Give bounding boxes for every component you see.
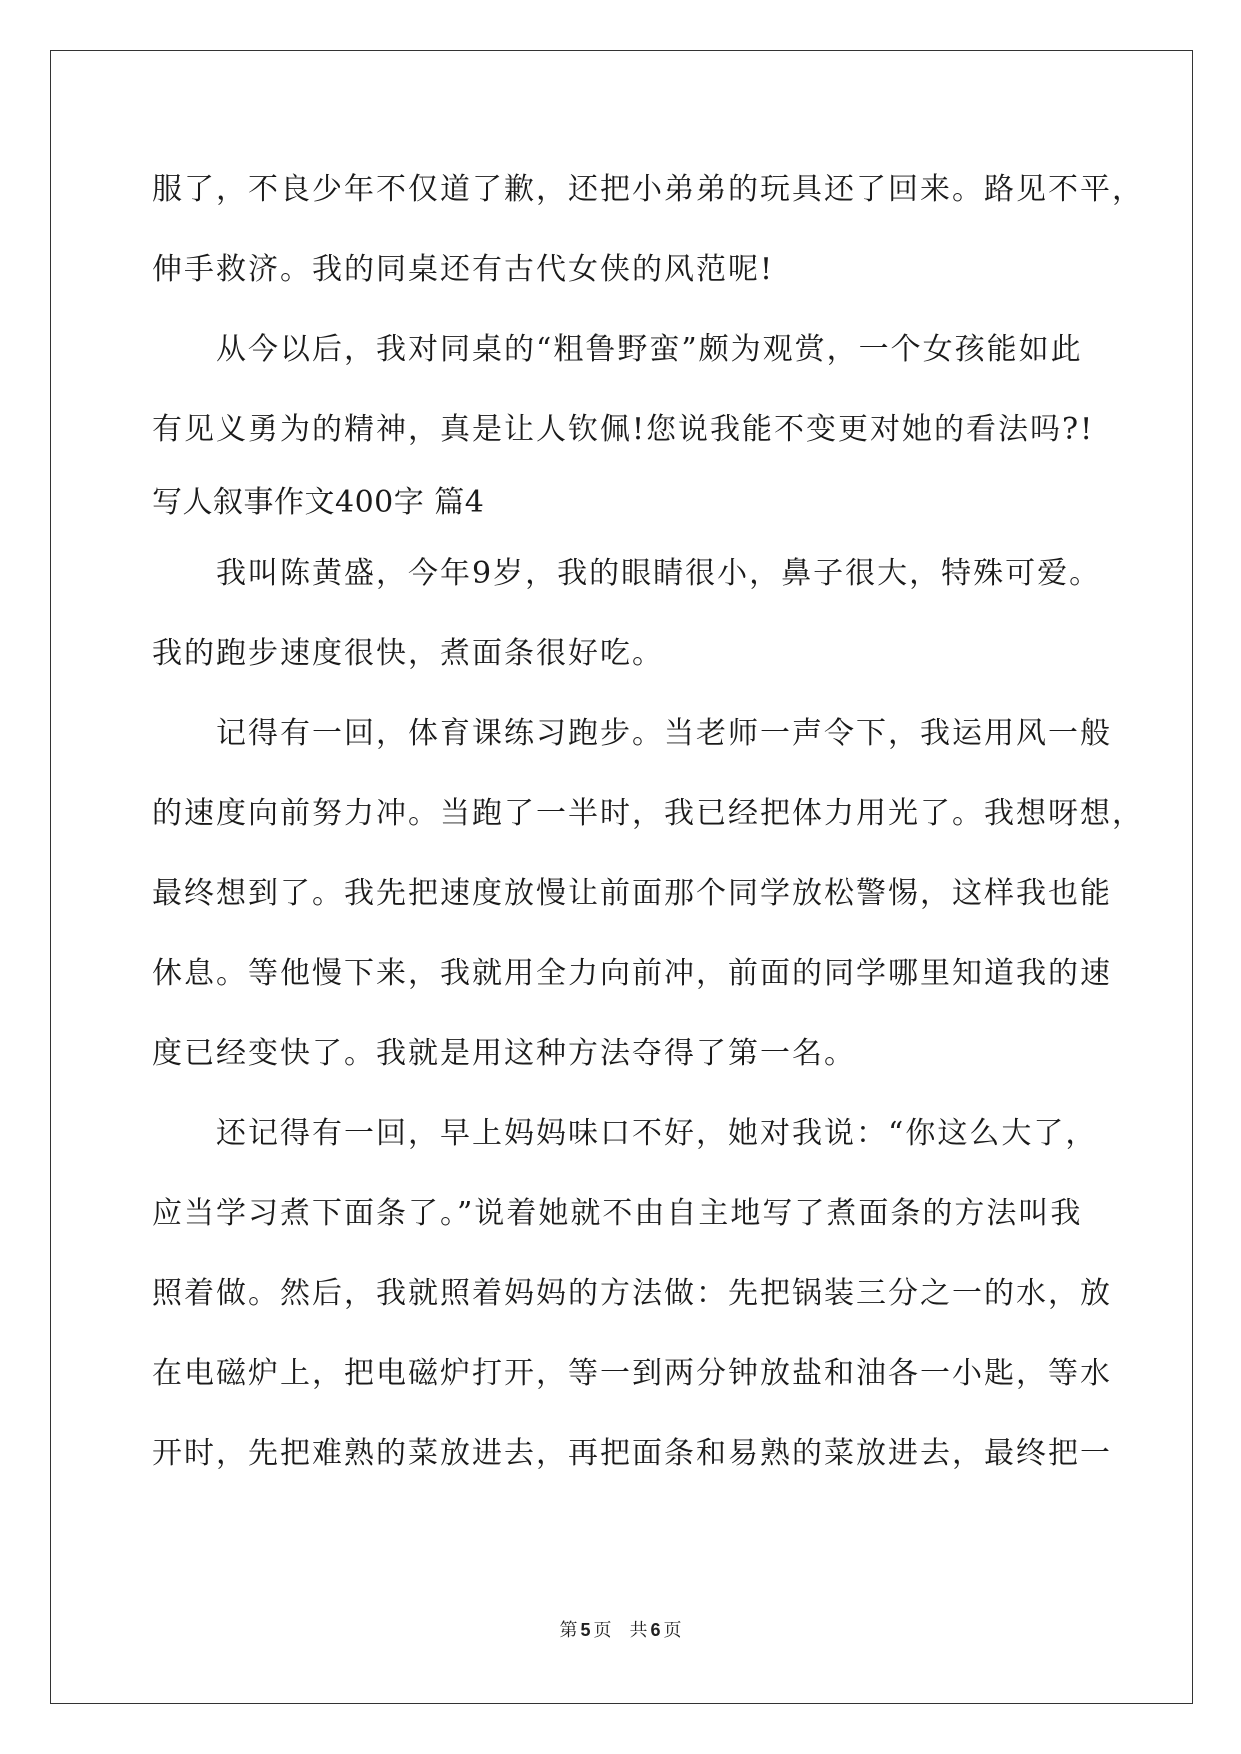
text-line: 服了，不良少年不仅道了歉，还把小弟弟的玩具还了回来。路见不平， bbox=[152, 172, 1144, 207]
text-line: 在电磁炉上，把电磁炉打开，等一到两分钟放盐和油各一小匙，等水 bbox=[152, 1356, 1112, 1391]
text-line: 有见义勇为的精神，真是让人钦佩!您说我能不变更对她的看法吗?! bbox=[152, 412, 1095, 447]
section-heading: 写人叙事作文400字 篇4 bbox=[152, 485, 485, 520]
total-page-number: 6 bbox=[650, 1620, 661, 1640]
paragraph-start-line: 从今以后，我对同桌的“粗鲁野蛮”颇为观赏，一个女孩能如此 bbox=[216, 332, 1083, 367]
footer-total-prefix: 共 bbox=[629, 1620, 648, 1641]
paragraph-start-line: 记得有一回，体育课练习跑步。当老师一声令下，我运用风一般 bbox=[216, 716, 1112, 751]
text-line: 应当学习煮下面条了。”说着她就不由自主地写了煮面条的方法叫我 bbox=[152, 1196, 1083, 1231]
text-line: 照着做。然后，我就照着妈妈的方法做：先把锅装三分之一的水，放 bbox=[152, 1276, 1112, 1311]
text-line: 度已经变快了。我就是用这种方法夺得了第一名。 bbox=[152, 1036, 856, 1071]
text-line: 开时，先把难熟的菜放进去，再把面条和易熟的菜放进去，最终把一 bbox=[152, 1436, 1112, 1471]
text-line: 最终想到了。我先把速度放慢让前面那个同学放松警惕，这样我也能 bbox=[152, 876, 1112, 911]
text-line: 我的跑步速度很快，煮面条很好吃。 bbox=[152, 636, 664, 671]
text-line: 休息。等他慢下来，我就用全力向前冲，前面的同学哪里知道我的速 bbox=[152, 956, 1112, 991]
text-line: 伸手救济。我的同桌还有古代女侠的风范呢! bbox=[152, 252, 775, 287]
page-footer bbox=[0, 1616, 1241, 1642]
footer-prefix: 第 bbox=[559, 1620, 578, 1641]
paragraph-start-line: 我叫陈黄盛，今年9岁，我的眼睛很小，鼻子很大，特殊可爱。 bbox=[216, 556, 1102, 591]
paragraph-start-line: 还记得有一回，早上妈妈味口不好，她对我说：“你这么大了， bbox=[216, 1116, 1098, 1151]
current-page-number: 5 bbox=[580, 1620, 591, 1640]
text-line: 的速度向前努力冲。当跑了一半时，我已经把体力用光了。我想呀想， bbox=[152, 796, 1144, 831]
footer-page-unit: 页 bbox=[593, 1620, 612, 1641]
document-body bbox=[152, 160, 1144, 1504]
footer-total-unit: 页 bbox=[663, 1620, 682, 1641]
